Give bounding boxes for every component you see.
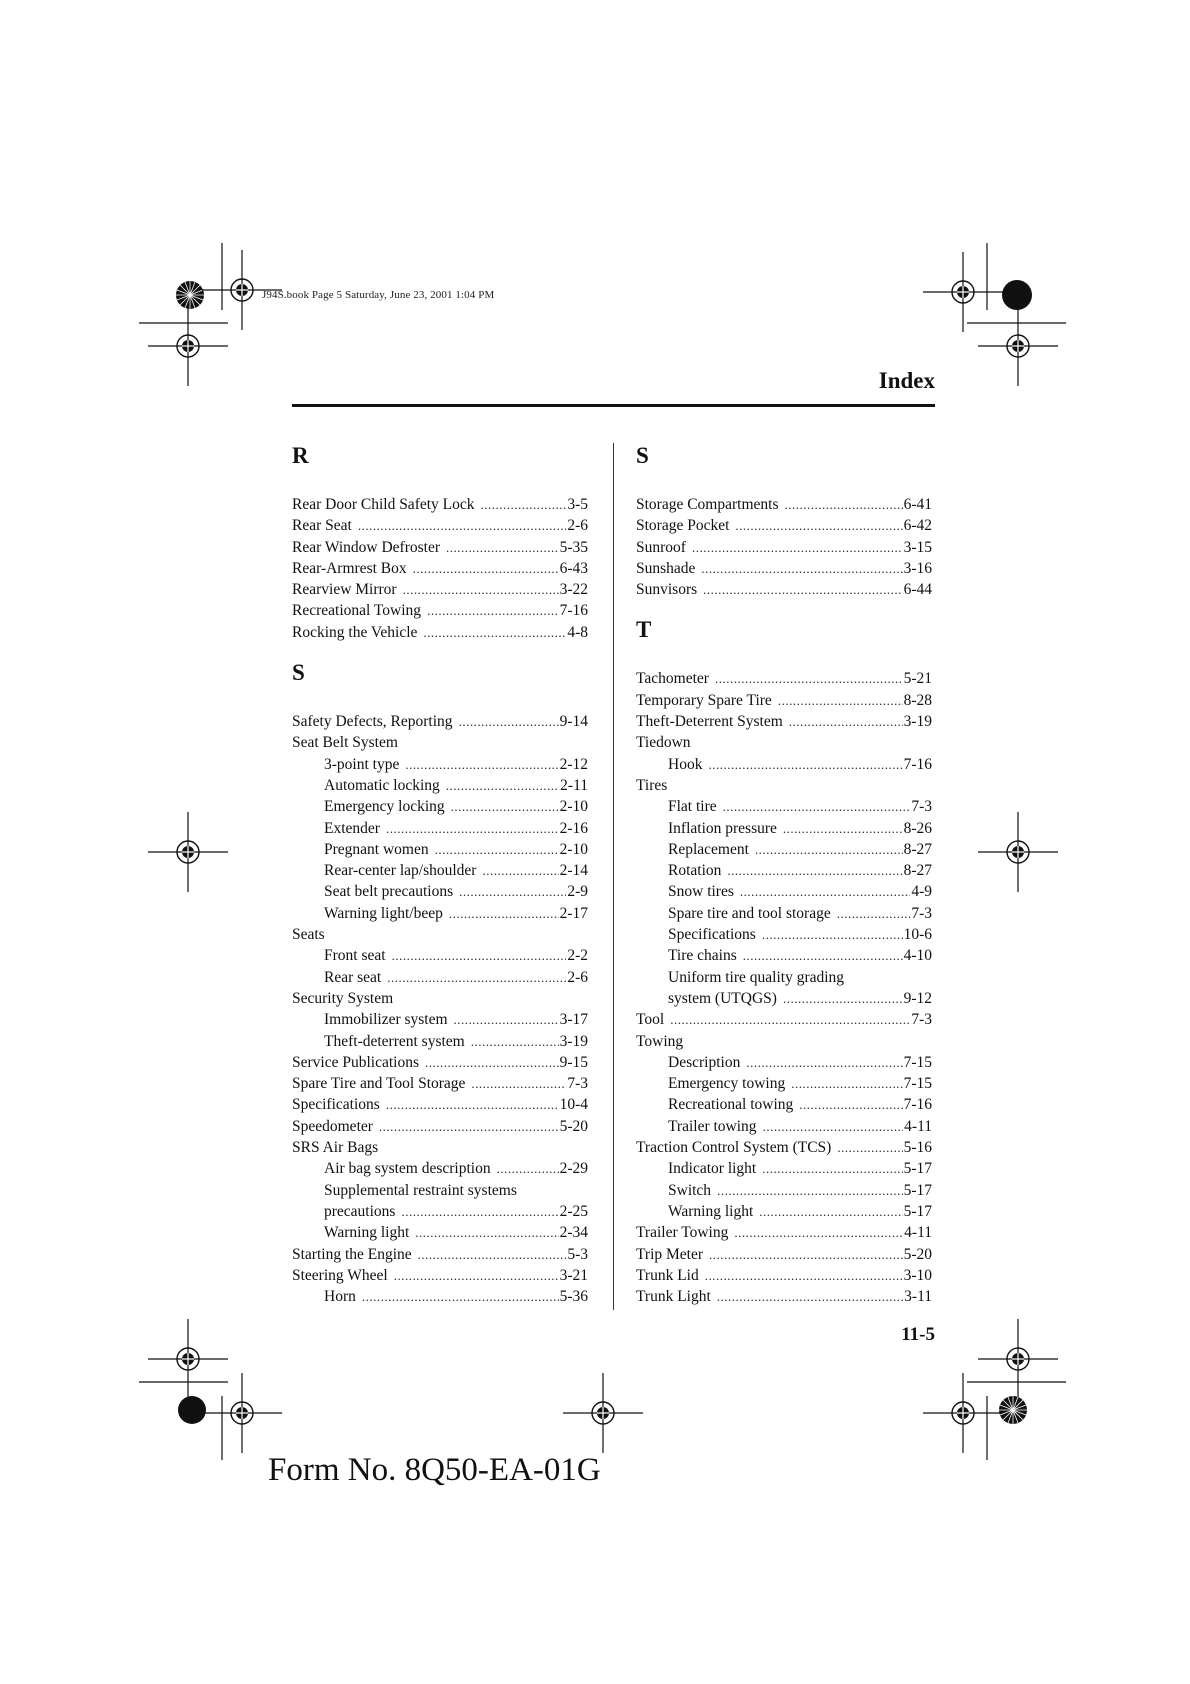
entry-page-ref: 5-36	[559, 1288, 588, 1306]
entry-term: Emergency locking	[324, 798, 445, 816]
dot-leader	[451, 796, 559, 817]
dot-leader	[471, 1073, 566, 1094]
entry-page-ref: 9-12	[903, 989, 932, 1007]
index-subentry	[292, 1158, 588, 1179]
dot-leader	[799, 1094, 902, 1115]
entry-page-ref: 5-21	[903, 670, 932, 688]
entry-page-ref: 4-9	[911, 883, 932, 901]
dot-leader	[763, 1116, 904, 1137]
dot-leader	[497, 1158, 559, 1179]
index-entry	[292, 924, 588, 945]
index-entry	[292, 537, 588, 558]
entry-term: Air bag system description	[324, 1160, 491, 1178]
entry-page-ref: 6-41	[903, 496, 932, 513]
entry-page-ref: 2-6	[567, 968, 588, 986]
entry-page-ref: 5-35	[559, 538, 588, 556]
entry-page-ref: 7-16	[903, 755, 932, 773]
dot-leader	[783, 988, 903, 1009]
entry-term: Specifications	[292, 1096, 380, 1114]
dot-leader	[459, 711, 559, 732]
entry-page-ref: 8-27	[903, 862, 932, 880]
index-subentry	[636, 754, 932, 775]
entry-page-ref: 2-17	[559, 904, 588, 922]
dot-leader	[759, 1201, 902, 1222]
entry-term: Rearview Mirror	[292, 581, 397, 599]
dot-leader	[427, 600, 559, 621]
index-subentry	[292, 1031, 588, 1052]
dot-leader	[837, 1137, 902, 1158]
dot-leader	[362, 1286, 559, 1307]
entry-page-ref: 6-42	[903, 517, 932, 535]
index-column-left	[292, 440, 588, 1307]
index-subentry	[292, 860, 588, 881]
dot-leader	[789, 711, 903, 732]
dot-leader	[403, 579, 559, 600]
entry-term: Hook	[668, 755, 703, 773]
index-entry	[292, 622, 588, 643]
entry-term: Rear-center lap/shoulder	[324, 862, 477, 880]
dot-leader	[449, 903, 559, 924]
index-subentry	[636, 796, 932, 817]
index-subentry	[636, 1180, 932, 1201]
entry-term: Security System	[292, 989, 394, 1007]
dot-leader	[423, 622, 566, 643]
index-subentry	[636, 1158, 932, 1179]
solid-dot-mark	[1002, 280, 1032, 310]
entry-term: Spare Tire and Tool Storage	[292, 1075, 466, 1093]
registration-mark	[923, 1373, 1003, 1453]
entry-page-ref: 2-12	[559, 755, 588, 773]
entry-term: Specifications	[668, 926, 756, 944]
entry-term: SRS Air Bags	[292, 1139, 379, 1157]
entry-term: Horn	[324, 1288, 356, 1306]
index-subentry	[636, 1201, 932, 1222]
dot-leader	[379, 1116, 559, 1137]
entry-term: Warning light	[668, 1202, 754, 1220]
entry-page-ref: 3-11	[904, 1288, 932, 1306]
index-letter-heading: T	[636, 617, 652, 643]
dot-leader	[692, 537, 903, 558]
entry-page-ref: 3-17	[559, 1011, 588, 1029]
dot-leader	[755, 839, 903, 860]
dot-leader	[717, 1180, 903, 1201]
index-entry	[292, 988, 588, 1009]
dot-leader	[701, 558, 902, 579]
entry-term: Front seat	[324, 947, 386, 965]
entry-page-ref: 3-19	[559, 1032, 588, 1050]
index-entry	[292, 711, 588, 732]
index-subentry	[636, 967, 932, 988]
dot-leader	[791, 1073, 902, 1094]
entry-page-ref: 8-26	[903, 819, 932, 837]
entry-page-ref: 9-14	[559, 713, 588, 731]
index-subentry	[292, 1201, 588, 1222]
sunburst-mark	[999, 1396, 1027, 1424]
entry-page-ref: 3-22	[559, 581, 588, 599]
index-entry	[292, 1073, 588, 1094]
index-entry	[292, 732, 588, 753]
index-entry	[636, 515, 932, 536]
entry-page-ref: 6-44	[903, 581, 932, 599]
entry-page-ref: 2-10	[559, 840, 588, 858]
index-entry	[636, 1265, 932, 1286]
index-subentry	[636, 860, 932, 881]
index-entry	[292, 1052, 588, 1073]
index-subentry	[636, 1116, 932, 1137]
entry-term: Spare tire and tool storage	[668, 904, 831, 922]
dot-leader	[358, 515, 567, 536]
index-letter-heading: S	[292, 660, 305, 686]
dot-leader	[459, 881, 566, 902]
entry-term: Rocking the Vehicle	[292, 623, 418, 641]
entry-page-ref: 7-16	[903, 1096, 932, 1114]
entry-term: Rear-Armrest Box	[292, 559, 407, 577]
index-subentry	[636, 903, 932, 924]
dot-leader	[709, 1244, 903, 1265]
entry-term: Seat Belt System	[292, 734, 398, 752]
dot-leader	[762, 1158, 902, 1179]
registration-mark	[148, 1319, 228, 1399]
index-subentry	[636, 945, 932, 966]
entry-term: Automatic locking	[324, 776, 440, 794]
form-number: Form No. 8Q50-EA-01G	[268, 1452, 601, 1488]
entry-term: Towing	[636, 1032, 684, 1050]
index-subentry	[292, 1286, 588, 1307]
entry-term: Snow tires	[668, 883, 734, 901]
index-entry	[636, 690, 932, 711]
entry-term: Tachometer	[636, 670, 709, 688]
registration-mark	[978, 812, 1058, 892]
entry-page-ref: 7-3	[911, 1011, 932, 1029]
entry-term: Temporary Spare Tire	[636, 691, 772, 709]
index-letter-heading: R	[292, 443, 309, 468]
index-entry	[292, 1244, 588, 1265]
dot-leader	[386, 818, 559, 839]
index-letter-heading: S	[636, 443, 649, 468]
entry-term: Tire chains	[668, 947, 737, 965]
index-subentry	[636, 839, 932, 860]
dot-leader	[715, 668, 903, 689]
entry-term: Trailer Towing	[636, 1224, 729, 1242]
entry-term: Flat tire	[668, 798, 717, 816]
dot-leader	[743, 945, 903, 966]
entry-term: Trunk Lid	[636, 1266, 699, 1284]
entry-page-ref: 2-11	[560, 776, 588, 794]
index-subentry	[292, 1009, 588, 1030]
entry-page-ref: 5-16	[903, 1139, 932, 1157]
entry-page-ref: 4-8	[567, 623, 588, 641]
entry-page-ref: 5-17	[903, 1181, 932, 1199]
dot-leader	[734, 1222, 903, 1243]
entry-term: precautions	[324, 1202, 396, 1220]
index-entry	[636, 775, 932, 796]
entry-page-ref: 2-10	[559, 798, 588, 816]
dot-leader	[723, 796, 911, 817]
entry-term: Seat belt precautions	[324, 883, 454, 901]
entry-term: Service Publications	[292, 1053, 419, 1071]
dot-leader	[394, 1265, 559, 1286]
entry-page-ref: 5-17	[903, 1202, 932, 1220]
index-entry	[636, 558, 932, 579]
entry-page-ref: 2-29	[559, 1160, 588, 1178]
dot-leader	[703, 579, 902, 600]
index-subentry	[292, 881, 588, 902]
entry-term: Pregnant women	[324, 840, 429, 858]
entry-term: Description	[668, 1053, 741, 1071]
dot-leader	[481, 494, 567, 515]
index-subentry	[292, 775, 588, 796]
entry-page-ref: 2-34	[559, 1224, 588, 1242]
entry-page-ref: 5-17	[903, 1160, 932, 1178]
entry-term: Tool	[636, 1011, 665, 1029]
index-entry	[636, 1031, 932, 1052]
entry-term: Theft-Deterrent System	[636, 713, 783, 731]
entry-page-ref: 7-3	[911, 798, 932, 816]
index-subentry	[292, 967, 588, 988]
entry-term: Sunvisors	[636, 581, 698, 599]
entry-page-ref: 8-27	[903, 840, 932, 858]
entry-page-ref: 7-3	[567, 1075, 588, 1093]
dot-leader	[418, 1244, 567, 1265]
entry-term: Indicator light	[668, 1160, 757, 1178]
dot-leader	[717, 1286, 903, 1307]
entry-term: Trailer towing	[668, 1117, 757, 1135]
registration-mark	[202, 1373, 282, 1453]
index-entry	[292, 494, 588, 515]
index-entry	[636, 732, 932, 753]
book-info-line: J94S.book Page 5 Saturday, June 23, 2001 1:04 PM	[262, 289, 495, 301]
index-column-right	[636, 440, 932, 1307]
registration-mark	[563, 1373, 643, 1453]
entry-page-ref: 7-16	[559, 602, 588, 620]
entry-page-ref: 2-14	[559, 862, 588, 880]
section-title: Index	[878, 368, 935, 393]
entry-term: Warning light/beep	[324, 904, 443, 922]
entry-term: Seats	[292, 926, 325, 944]
entry-page-ref: 8-28	[903, 691, 932, 709]
dot-leader	[670, 1009, 910, 1030]
dot-leader	[387, 967, 566, 988]
entry-term: Rear seat	[324, 968, 382, 986]
entry-term: Tiedown	[636, 734, 691, 752]
entry-term: Rotation	[668, 862, 722, 880]
entry-term: Supplemental restraint systems	[324, 1181, 517, 1199]
entry-page-ref: 3-5	[567, 496, 588, 513]
index-subentry	[636, 988, 932, 1009]
index-subentry	[292, 818, 588, 839]
index-entry	[292, 579, 588, 600]
index-entry	[292, 515, 588, 536]
entry-term: Immobilizer system	[324, 1011, 448, 1029]
dot-leader	[471, 1031, 559, 1052]
dot-leader	[735, 515, 902, 536]
entry-page-ref: 3-16	[903, 559, 932, 577]
dot-leader	[746, 1052, 902, 1073]
index-entry	[636, 1244, 932, 1265]
entry-term: Recreational Towing	[292, 602, 422, 620]
index-subentry	[292, 1222, 588, 1243]
registration-mark	[978, 306, 1058, 386]
entry-page-ref: 7-3	[911, 904, 932, 922]
entry-term: Sunshade	[636, 559, 696, 577]
entry-term: Tires	[636, 776, 668, 794]
dot-leader	[837, 903, 911, 924]
entry-term: Steering Wheel	[292, 1266, 388, 1284]
entry-page-ref: 10-6	[903, 926, 932, 944]
index-entry	[636, 494, 932, 515]
dot-leader	[785, 494, 903, 515]
entry-term: Recreational towing	[668, 1096, 794, 1114]
index-entry	[636, 1009, 932, 1030]
index-subentry	[636, 924, 932, 945]
entry-page-ref: 10-4	[559, 1096, 588, 1114]
entry-page-ref: 7-15	[903, 1075, 932, 1093]
entry-term: Warning light	[324, 1224, 410, 1242]
entry-page-ref: 4-11	[904, 1117, 932, 1135]
entry-page-ref: 7-15	[903, 1053, 932, 1071]
index-entry	[636, 1286, 932, 1307]
index-entry	[292, 600, 588, 621]
index-subentry	[292, 754, 588, 775]
registration-mark	[923, 252, 1003, 332]
entry-page-ref: 2-25	[559, 1202, 588, 1220]
page-number: 11-5	[901, 1324, 935, 1345]
registration-mark	[148, 812, 228, 892]
dot-leader	[413, 558, 559, 579]
entry-page-ref: 3-15	[903, 538, 932, 556]
dot-leader	[425, 1052, 559, 1073]
entry-term: Rear Door Child Safety Lock	[292, 496, 475, 513]
entry-term: Storage Pocket	[636, 517, 730, 535]
index-entry	[292, 1265, 588, 1286]
entry-page-ref: 4-11	[904, 1224, 932, 1242]
entry-term: Rear Window Defroster	[292, 538, 441, 556]
entry-page-ref: 2-2	[567, 947, 588, 965]
entry-term: Rear Seat	[292, 517, 352, 535]
index-subentry	[292, 945, 588, 966]
dot-leader	[762, 924, 903, 945]
entry-term: Theft-deterrent system	[324, 1032, 465, 1050]
index-entry	[292, 1137, 588, 1158]
dot-leader	[740, 881, 910, 902]
registration-mark	[978, 1319, 1058, 1399]
dot-leader	[778, 690, 903, 711]
entry-term: Storage Compartments	[636, 496, 779, 513]
entry-page-ref: 2-16	[559, 819, 588, 837]
index-entry	[636, 579, 932, 600]
solid-dot-mark	[178, 1396, 206, 1424]
dot-leader	[446, 775, 559, 796]
entry-page-ref: 3-19	[903, 713, 932, 731]
index-entry	[636, 1137, 932, 1158]
entry-term: Emergency towing	[668, 1075, 786, 1093]
entry-page-ref: 2-6	[567, 517, 588, 535]
entry-term: Trunk Light	[636, 1288, 711, 1306]
entry-term: system (UTQGS)	[668, 989, 777, 1007]
index-subentry	[636, 1052, 932, 1073]
entry-term: Traction Control System (TCS)	[636, 1139, 832, 1157]
sunburst-mark	[176, 281, 204, 309]
entry-term: Extender	[324, 819, 380, 837]
column-divider	[613, 443, 614, 1310]
entry-term: Uniform tire quality grading	[668, 968, 845, 986]
index-subentry	[292, 903, 588, 924]
dot-leader	[415, 1222, 558, 1243]
entry-page-ref: 2-9	[567, 883, 588, 901]
dot-leader	[435, 839, 559, 860]
entry-page-ref: 4-10	[903, 947, 932, 965]
dot-leader	[392, 945, 567, 966]
dot-leader	[727, 860, 902, 881]
index-entry	[292, 1116, 588, 1137]
entry-term: Trip Meter	[636, 1245, 704, 1263]
index-entry	[636, 668, 932, 689]
registration-mark	[148, 306, 228, 386]
entry-page-ref: 5-20	[903, 1245, 932, 1263]
title-rule	[292, 404, 935, 407]
entry-term: Switch	[668, 1181, 712, 1199]
entry-term: Sunroof	[636, 538, 686, 556]
index-entry	[636, 537, 932, 558]
entry-page-ref: 3-10	[903, 1266, 932, 1284]
entry-term: Speedometer	[292, 1117, 373, 1135]
dot-leader	[705, 1265, 903, 1286]
entry-page-ref: 6-43	[559, 559, 588, 577]
entry-page-ref: 5-20	[559, 1117, 588, 1135]
index-subentry	[292, 839, 588, 860]
index-entry	[292, 558, 588, 579]
entry-term: 3-point type	[324, 755, 400, 773]
dot-leader	[401, 1201, 558, 1222]
index-subentry	[636, 1094, 932, 1115]
dot-leader	[482, 860, 558, 881]
index-subentry	[636, 818, 932, 839]
entry-page-ref: 5-3	[567, 1245, 588, 1263]
dot-leader	[386, 1094, 559, 1115]
index-subentry	[292, 796, 588, 817]
index-subentry	[292, 1180, 588, 1201]
index-entry	[636, 1222, 932, 1243]
index-subentry	[636, 881, 932, 902]
entry-page-ref: 3-21	[559, 1266, 588, 1284]
dot-leader	[454, 1009, 559, 1030]
entry-page-ref: 9-15	[559, 1053, 588, 1071]
entry-term: Replacement	[668, 840, 749, 858]
dot-leader	[708, 754, 902, 775]
entry-term: Safety Defects, Reporting	[292, 713, 453, 731]
entry-term: Inflation pressure	[668, 819, 777, 837]
dot-leader	[405, 754, 558, 775]
index-entry	[292, 1094, 588, 1115]
dot-leader	[446, 537, 559, 558]
index-entry	[636, 711, 932, 732]
index-subentry	[636, 1073, 932, 1094]
entry-term: Starting the Engine	[292, 1245, 412, 1263]
dot-leader	[783, 818, 903, 839]
